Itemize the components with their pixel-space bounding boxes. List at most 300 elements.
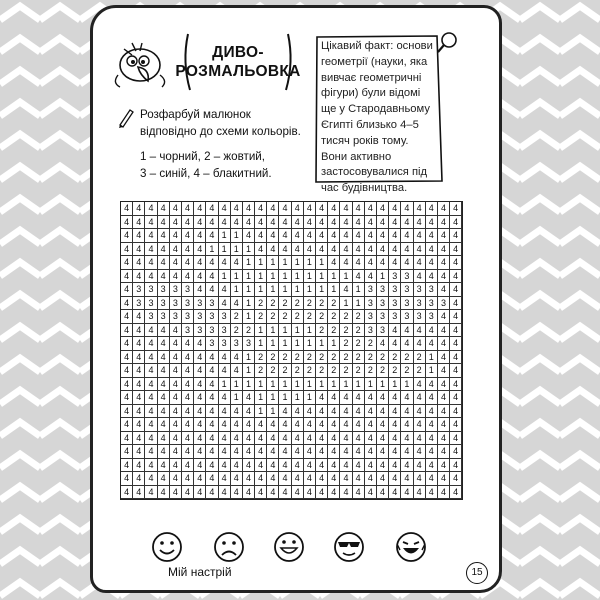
grid-cell[interactable]: 3	[194, 310, 206, 324]
grid-cell[interactable]: 3	[414, 297, 426, 311]
grid-cell[interactable]: 4	[182, 432, 194, 446]
grid-cell[interactable]: 4	[316, 432, 328, 446]
grid-cell[interactable]: 3	[414, 283, 426, 297]
grid-cell[interactable]: 4	[328, 216, 340, 230]
grid-cell[interactable]: 4	[389, 256, 401, 270]
grid-cell[interactable]: 4	[450, 432, 462, 446]
grid-cell[interactable]: 4	[133, 324, 145, 338]
grid-cell[interactable]: 2	[401, 351, 413, 365]
grid-cell[interactable]: 4	[158, 486, 170, 500]
grid-cell[interactable]: 1	[267, 324, 279, 338]
grid-cell[interactable]: 4	[243, 229, 255, 243]
grid-cell[interactable]: 4	[426, 418, 438, 432]
grid-cell[interactable]: 4	[365, 459, 377, 473]
grid-cell[interactable]: 4	[389, 324, 401, 338]
grid-cell[interactable]: 4	[267, 202, 279, 216]
grid-cell[interactable]: 4	[133, 310, 145, 324]
grid-cell[interactable]: 4	[231, 351, 243, 365]
grid-cell[interactable]: 2	[365, 337, 377, 351]
grid-cell[interactable]: 4	[450, 202, 462, 216]
grid-cell[interactable]: 1	[292, 270, 304, 284]
grid-cell[interactable]: 4	[365, 270, 377, 284]
grid-cell[interactable]: 4	[145, 445, 157, 459]
grid-cell[interactable]: 4	[267, 472, 279, 486]
grid-cell[interactable]: 2	[279, 364, 291, 378]
grid-cell[interactable]: 4	[426, 432, 438, 446]
grid-cell[interactable]: 4	[316, 445, 328, 459]
grid-cell[interactable]: 4	[206, 459, 218, 473]
grid-cell[interactable]: 4	[133, 351, 145, 365]
grid-cell[interactable]: 4	[279, 486, 291, 500]
grid-cell[interactable]: 4	[365, 243, 377, 257]
grid-cell[interactable]: 4	[158, 202, 170, 216]
grid-cell[interactable]: 2	[316, 351, 328, 365]
grid-cell[interactable]: 4	[414, 405, 426, 419]
grid-cell[interactable]: 4	[304, 405, 316, 419]
grid-cell[interactable]: 4	[438, 256, 450, 270]
grid-cell[interactable]: 2	[231, 324, 243, 338]
grid-cell[interactable]: 4	[328, 445, 340, 459]
grid-cell[interactable]: 3	[377, 297, 389, 311]
grid-cell[interactable]: 4	[279, 432, 291, 446]
grid-cell[interactable]: 1	[267, 256, 279, 270]
grid-cell[interactable]: 4	[377, 229, 389, 243]
grid-cell[interactable]: 4	[194, 351, 206, 365]
grid-cell[interactable]: 2	[279, 351, 291, 365]
smile-face-icon[interactable]	[150, 530, 184, 564]
grid-cell[interactable]: 2	[304, 351, 316, 365]
grid-cell[interactable]: 4	[255, 418, 267, 432]
grid-cell[interactable]: 4	[158, 216, 170, 230]
grid-cell[interactable]: 4	[426, 202, 438, 216]
grid-cell[interactable]: 1	[304, 256, 316, 270]
grid-cell[interactable]: 4	[438, 486, 450, 500]
grid-cell[interactable]: 1	[353, 378, 365, 392]
grid-cell[interactable]: 1	[353, 297, 365, 311]
grid-cell[interactable]: 1	[426, 351, 438, 365]
grid-cell[interactable]: 1	[231, 270, 243, 284]
grid-cell[interactable]: 4	[121, 324, 133, 338]
grid-cell[interactable]: 4	[219, 256, 231, 270]
grid-cell[interactable]: 3	[365, 324, 377, 338]
grid-cell[interactable]: 4	[450, 243, 462, 257]
grid-cell[interactable]: 4	[170, 351, 182, 365]
grid-cell[interactable]: 3	[145, 283, 157, 297]
grid-cell[interactable]: 4	[182, 378, 194, 392]
grid-cell[interactable]: 4	[304, 229, 316, 243]
grid-cell[interactable]: 4	[206, 405, 218, 419]
grid-cell[interactable]: 4	[182, 391, 194, 405]
grid-cell[interactable]: 1	[255, 391, 267, 405]
grid-cell[interactable]: 4	[243, 202, 255, 216]
grid-cell[interactable]: 3	[401, 270, 413, 284]
grid-cell[interactable]: 4	[121, 418, 133, 432]
grid-cell[interactable]: 4	[426, 459, 438, 473]
grid-cell[interactable]: 4	[121, 459, 133, 473]
grid-cell[interactable]: 3	[145, 310, 157, 324]
grid-cell[interactable]: 4	[377, 405, 389, 419]
grid-cell[interactable]: 4	[255, 229, 267, 243]
grid-cell[interactable]: 4	[170, 364, 182, 378]
grid-cell[interactable]: 4	[158, 337, 170, 351]
grid-cell[interactable]: 2	[316, 310, 328, 324]
grid-cell[interactable]: 4	[255, 432, 267, 446]
grid-cell[interactable]: 2	[231, 310, 243, 324]
grid-cell[interactable]: 4	[377, 243, 389, 257]
grid-cell[interactable]: 1	[304, 324, 316, 338]
grid-cell[interactable]: 4	[170, 202, 182, 216]
grid-cell[interactable]: 2	[328, 297, 340, 311]
grid-cell[interactable]: 3	[438, 297, 450, 311]
grid-cell[interactable]: 4	[279, 418, 291, 432]
grid-cell[interactable]: 4	[182, 229, 194, 243]
grid-cell[interactable]: 4	[194, 432, 206, 446]
grid-cell[interactable]: 4	[353, 270, 365, 284]
grid-cell[interactable]: 4	[206, 229, 218, 243]
grid-cell[interactable]: 4	[206, 378, 218, 392]
grid-cell[interactable]: 4	[194, 418, 206, 432]
grid-cell[interactable]: 4	[219, 216, 231, 230]
grid-cell[interactable]: 1	[340, 378, 352, 392]
grid-cell[interactable]: 4	[121, 486, 133, 500]
grid-cell[interactable]: 1	[304, 270, 316, 284]
grid-cell[interactable]: 4	[414, 445, 426, 459]
grid-cell[interactable]: 4	[414, 391, 426, 405]
grid-cell[interactable]: 3	[377, 283, 389, 297]
grid-cell[interactable]: 4	[304, 472, 316, 486]
grid-cell[interactable]: 4	[340, 256, 352, 270]
grid-cell[interactable]: 4	[206, 432, 218, 446]
grid-cell[interactable]: 1	[304, 391, 316, 405]
grid-cell[interactable]: 1	[292, 283, 304, 297]
grid-cell[interactable]: 4	[438, 418, 450, 432]
grid-cell[interactable]: 4	[353, 405, 365, 419]
grid-cell[interactable]: 2	[365, 364, 377, 378]
grid-cell[interactable]: 4	[267, 445, 279, 459]
grid-cell[interactable]: 4	[426, 256, 438, 270]
grid-cell[interactable]: 4	[158, 243, 170, 257]
grid-cell[interactable]: 4	[426, 445, 438, 459]
grid-cell[interactable]: 4	[121, 256, 133, 270]
grid-cell[interactable]: 4	[255, 459, 267, 473]
grid-cell[interactable]: 4	[414, 378, 426, 392]
grid-cell[interactable]: 4	[231, 418, 243, 432]
grid-cell[interactable]: 4	[194, 391, 206, 405]
grid-cell[interactable]: 4	[316, 229, 328, 243]
grid-cell[interactable]: 4	[182, 270, 194, 284]
grid-cell[interactable]: 4	[401, 418, 413, 432]
grid-cell[interactable]: 1	[243, 297, 255, 311]
grid-cell[interactable]: 4	[401, 391, 413, 405]
grid-cell[interactable]: 2	[292, 364, 304, 378]
grid-cell[interactable]: 4	[133, 202, 145, 216]
grid-cell[interactable]: 3	[206, 324, 218, 338]
grid-cell[interactable]: 4	[340, 418, 352, 432]
grid-cell[interactable]: 1	[255, 324, 267, 338]
grid-cell[interactable]: 4	[438, 432, 450, 446]
grid-cell[interactable]: 4	[316, 391, 328, 405]
grid-cell[interactable]: 4	[353, 445, 365, 459]
grid-cell[interactable]: 4	[243, 391, 255, 405]
grid-cell[interactable]: 4	[304, 418, 316, 432]
grid-cell[interactable]: 4	[194, 216, 206, 230]
grid-cell[interactable]: 4	[316, 472, 328, 486]
grid-cell[interactable]: 4	[353, 391, 365, 405]
grid-cell[interactable]: 4	[365, 405, 377, 419]
grid-cell[interactable]: 4	[389, 459, 401, 473]
grid-cell[interactable]: 4	[401, 229, 413, 243]
grid-cell[interactable]: 4	[353, 418, 365, 432]
grid-cell[interactable]: 4	[426, 391, 438, 405]
grid-cell[interactable]: 3	[377, 324, 389, 338]
grid-cell[interactable]: 4	[279, 243, 291, 257]
grid-cell[interactable]: 4	[292, 418, 304, 432]
grid-cell[interactable]: 4	[377, 256, 389, 270]
grid-cell[interactable]: 4	[243, 486, 255, 500]
grid-cell[interactable]: 4	[231, 256, 243, 270]
grid-cell[interactable]: 4	[401, 445, 413, 459]
grid-cell[interactable]: 2	[292, 351, 304, 365]
grid-cell[interactable]: 1	[243, 378, 255, 392]
cool-face-icon[interactable]	[332, 530, 366, 564]
grid-cell[interactable]: 4	[401, 216, 413, 230]
grid-cell[interactable]: 4	[401, 202, 413, 216]
grid-cell[interactable]: 4	[231, 486, 243, 500]
grid-cell[interactable]: 3	[389, 283, 401, 297]
grid-cell[interactable]: 2	[340, 310, 352, 324]
grid-cell[interactable]: 4	[133, 472, 145, 486]
grid-cell[interactable]: 1	[316, 378, 328, 392]
grid-cell[interactable]: 4	[170, 256, 182, 270]
grid-cell[interactable]: 4	[182, 364, 194, 378]
grid-cell[interactable]: 3	[182, 324, 194, 338]
grid-cell[interactable]: 4	[133, 418, 145, 432]
grid-cell[interactable]: 2	[414, 364, 426, 378]
grid-cell[interactable]: 1	[353, 283, 365, 297]
grid-cell[interactable]: 4	[438, 364, 450, 378]
grid-cell[interactable]: 4	[206, 472, 218, 486]
grid-cell[interactable]: 4	[304, 243, 316, 257]
grid-cell[interactable]: 4	[231, 459, 243, 473]
grid-cell[interactable]: 4	[328, 243, 340, 257]
grid-cell[interactable]: 2	[340, 337, 352, 351]
grid-cell[interactable]: 4	[414, 459, 426, 473]
grid-cell[interactable]: 3	[194, 324, 206, 338]
grid-cell[interactable]: 1	[316, 256, 328, 270]
grid-cell[interactable]: 4	[292, 405, 304, 419]
grid-cell[interactable]: 4	[365, 229, 377, 243]
grid-cell[interactable]: 4	[316, 202, 328, 216]
grid-cell[interactable]: 4	[182, 243, 194, 257]
grid-cell[interactable]: 4	[450, 418, 462, 432]
grid-cell[interactable]: 4	[328, 202, 340, 216]
grid-cell[interactable]: 4	[182, 405, 194, 419]
grid-cell[interactable]: 4	[414, 472, 426, 486]
grid-cell[interactable]: 4	[170, 459, 182, 473]
grid-cell[interactable]: 4	[438, 310, 450, 324]
grid-cell[interactable]: 4	[450, 324, 462, 338]
grid-cell[interactable]: 1	[231, 243, 243, 257]
grid-cell[interactable]: 4	[450, 486, 462, 500]
grid-cell[interactable]: 4	[304, 445, 316, 459]
grid-cell[interactable]: 3	[401, 297, 413, 311]
grid-cell[interactable]: 4	[316, 418, 328, 432]
grid-cell[interactable]: 3	[389, 297, 401, 311]
grid-cell[interactable]: 2	[414, 351, 426, 365]
grid-cell[interactable]: 3	[219, 337, 231, 351]
grid-cell[interactable]: 4	[328, 391, 340, 405]
grid-cell[interactable]: 4	[316, 405, 328, 419]
grid-cell[interactable]: 3	[243, 337, 255, 351]
grid-cell[interactable]: 1	[292, 337, 304, 351]
grid-cell[interactable]: 3	[158, 283, 170, 297]
grid-cell[interactable]: 2	[304, 310, 316, 324]
grid-cell[interactable]: 3	[365, 310, 377, 324]
grid-cell[interactable]: 4	[377, 337, 389, 351]
grid-cell[interactable]: 2	[328, 310, 340, 324]
grid-cell[interactable]: 1	[219, 229, 231, 243]
grid-cell[interactable]: 4	[158, 459, 170, 473]
grid-cell[interactable]: 4	[267, 216, 279, 230]
grid-cell[interactable]: 4	[450, 364, 462, 378]
grid-cell[interactable]: 4	[279, 202, 291, 216]
grid-cell[interactable]: 4	[340, 283, 352, 297]
grid-cell[interactable]: 4	[121, 229, 133, 243]
grid-cell[interactable]: 1	[219, 243, 231, 257]
grid-cell[interactable]: 4	[279, 216, 291, 230]
grid-cell[interactable]: 4	[426, 472, 438, 486]
grid-cell[interactable]: 4	[182, 202, 194, 216]
grid-cell[interactable]: 4	[438, 337, 450, 351]
grid-cell[interactable]: 2	[243, 324, 255, 338]
grid-cell[interactable]: 1	[243, 351, 255, 365]
grid-cell[interactable]: 4	[292, 432, 304, 446]
grid-cell[interactable]: 4	[316, 459, 328, 473]
grid-cell[interactable]: 4	[121, 405, 133, 419]
grid-cell[interactable]: 4	[365, 432, 377, 446]
grid-cell[interactable]: 4	[145, 486, 157, 500]
grid-cell[interactable]: 4	[279, 229, 291, 243]
grid-cell[interactable]: 4	[133, 229, 145, 243]
grid-cell[interactable]: 4	[414, 202, 426, 216]
grid-cell[interactable]: 4	[353, 256, 365, 270]
grid-cell[interactable]: 3	[170, 310, 182, 324]
grid-cell[interactable]: 4	[365, 216, 377, 230]
grid-cell[interactable]: 1	[255, 405, 267, 419]
grid-cell[interactable]: 3	[426, 283, 438, 297]
grid-cell[interactable]: 4	[194, 283, 206, 297]
grid-cell[interactable]: 4	[426, 337, 438, 351]
grid-cell[interactable]: 4	[170, 486, 182, 500]
grid-cell[interactable]: 1	[243, 310, 255, 324]
grid-cell[interactable]: 4	[438, 283, 450, 297]
grid-cell[interactable]: 4	[133, 337, 145, 351]
grid-cell[interactable]: 4	[414, 418, 426, 432]
grid-cell[interactable]: 1	[279, 391, 291, 405]
grid-cell[interactable]: 1	[316, 283, 328, 297]
grid-cell[interactable]: 3	[426, 297, 438, 311]
grid-cell[interactable]: 4	[365, 472, 377, 486]
grid-cell[interactable]: 4	[450, 405, 462, 419]
grid-cell[interactable]: 4	[206, 391, 218, 405]
grid-cell[interactable]: 3	[158, 297, 170, 311]
grid-cell[interactable]: 4	[426, 229, 438, 243]
grid-cell[interactable]: 3	[170, 297, 182, 311]
grid-cell[interactable]: 4	[450, 270, 462, 284]
grid-cell[interactable]: 4	[133, 459, 145, 473]
grid-cell[interactable]: 2	[255, 351, 267, 365]
grid-cell[interactable]: 4	[133, 391, 145, 405]
grid-cell[interactable]: 2	[328, 364, 340, 378]
grid-cell[interactable]: 4	[389, 229, 401, 243]
grid-cell[interactable]: 1	[267, 283, 279, 297]
grid-cell[interactable]: 2	[353, 310, 365, 324]
grid-cell[interactable]: 4	[292, 472, 304, 486]
grid-cell[interactable]: 1	[267, 270, 279, 284]
grid-cell[interactable]: 1	[328, 378, 340, 392]
grid-cell[interactable]: 4	[316, 243, 328, 257]
grid-cell[interactable]: 4	[292, 445, 304, 459]
grid-cell[interactable]: 4	[219, 283, 231, 297]
grid-cell[interactable]: 4	[170, 229, 182, 243]
grid-cell[interactable]: 4	[340, 216, 352, 230]
grid-cell[interactable]: 4	[231, 445, 243, 459]
grid-cell[interactable]: 4	[243, 472, 255, 486]
grid-cell[interactable]: 4	[365, 445, 377, 459]
grid-cell[interactable]: 2	[267, 310, 279, 324]
grid-cell[interactable]: 4	[365, 418, 377, 432]
grid-cell[interactable]: 4	[438, 405, 450, 419]
grid-cell[interactable]: 4	[145, 324, 157, 338]
grid-cell[interactable]: 4	[170, 472, 182, 486]
grid-cell[interactable]: 4	[158, 432, 170, 446]
grid-cell[interactable]: 4	[389, 472, 401, 486]
grid-cell[interactable]: 4	[377, 432, 389, 446]
grid-cell[interactable]: 4	[170, 216, 182, 230]
grid-cell[interactable]: 2	[401, 364, 413, 378]
grid-cell[interactable]: 4	[121, 378, 133, 392]
grid-cell[interactable]: 4	[121, 337, 133, 351]
laughing-face-icon[interactable]	[394, 530, 428, 564]
grid-cell[interactable]: 4	[158, 418, 170, 432]
grid-cell[interactable]: 1	[328, 270, 340, 284]
grid-cell[interactable]: 4	[121, 270, 133, 284]
grid-cell[interactable]: 4	[145, 270, 157, 284]
grid-cell[interactable]: 1	[243, 256, 255, 270]
grid-cell[interactable]: 3	[194, 297, 206, 311]
grid-cell[interactable]: 4	[158, 364, 170, 378]
grid-cell[interactable]: 4	[170, 337, 182, 351]
grid-cell[interactable]: 4	[231, 202, 243, 216]
grid-cell[interactable]: 4	[194, 243, 206, 257]
grid-cell[interactable]: 1	[377, 378, 389, 392]
grid-cell[interactable]: 1	[292, 324, 304, 338]
grid-cell[interactable]: 4	[206, 486, 218, 500]
grid-cell[interactable]: 4	[145, 229, 157, 243]
grid-cell[interactable]: 4	[194, 405, 206, 419]
grid-cell[interactable]: 4	[340, 472, 352, 486]
grid-cell[interactable]: 4	[194, 364, 206, 378]
grid-cell[interactable]: 4	[194, 270, 206, 284]
grid-cell[interactable]: 4	[426, 378, 438, 392]
grid-cell[interactable]: 4	[133, 445, 145, 459]
grid-cell[interactable]: 4	[401, 472, 413, 486]
grid-cell[interactable]: 2	[328, 351, 340, 365]
grid-cell[interactable]: 4	[243, 216, 255, 230]
grid-cell[interactable]: 4	[182, 337, 194, 351]
grid-cell[interactable]: 4	[450, 472, 462, 486]
grid-cell[interactable]: 3	[182, 310, 194, 324]
